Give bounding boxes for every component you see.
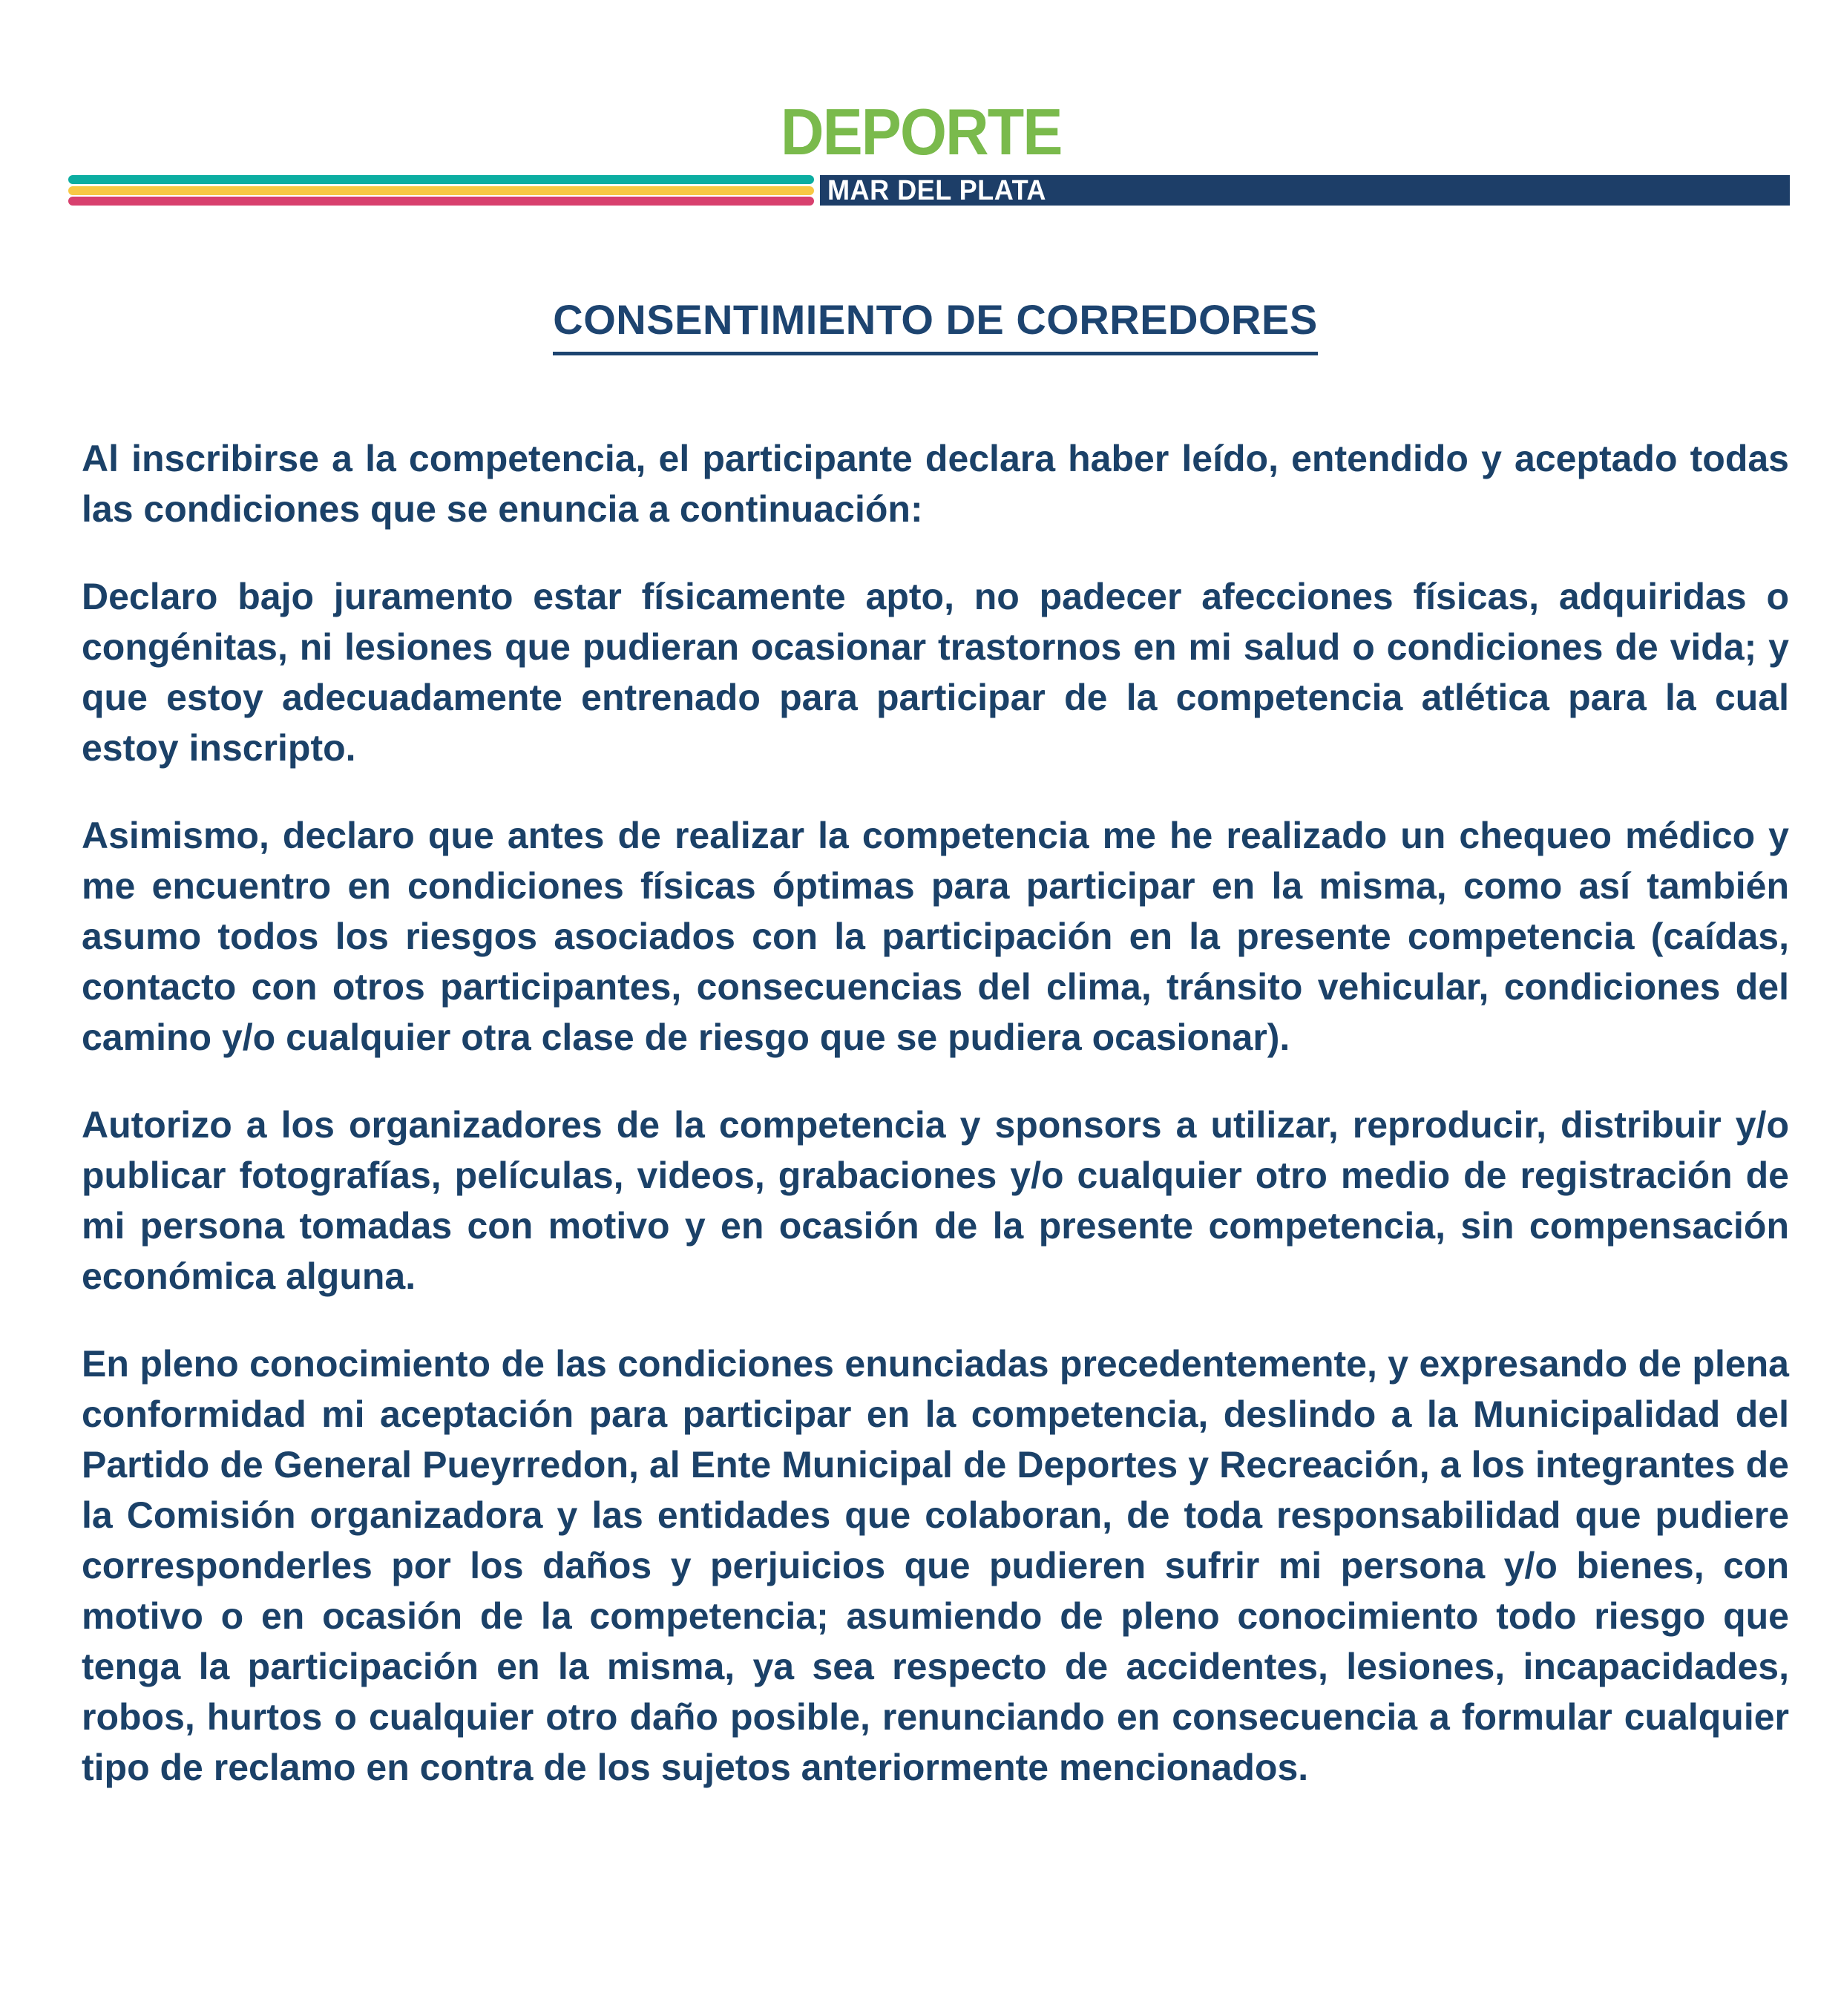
paragraph-media-authorization: Autorizo a los organizadores de la competencia y sponsors a utilizar, reproducir, distribuir y/o publicar fotografías, películas, videos, grabaciones y/o cualquier otro medio de registración de mi persona tomadas con motivo y en ocasión de la presente competencia, sin compensación económica alguna. bbox=[82, 1104, 1789, 1297]
stripe-teal bbox=[68, 175, 814, 184]
logo-subtitle: MAR DEL PLATA bbox=[827, 174, 1046, 206]
consent-text-body bbox=[82, 433, 1789, 1793]
logo-navy-bar bbox=[820, 175, 1790, 206]
stripe-yellow bbox=[68, 186, 814, 195]
logo-stripes bbox=[68, 175, 814, 206]
paragraph-medical-check-risks: Asimismo, declaro que antes de realizar la competencia me he realizado un chequeo médico y me encuentro en condiciones físicas óptimas para participar en la misma, como así también asumo todos los riesgos asociados con la participación en la presente competencia (caídas, contacto con otros participantes, consecuencias del clima, tránsito vehicular, condiciones del camino y/o cualquier otra clase de riesgo que se pudiera ocasionar). bbox=[82, 815, 1789, 1058]
paragraph-fitness-declaration: Declaro bajo juramento estar físicamente apto, no padecer afecciones físicas, adquiridas o congénitas, ni lesiones que pudieran ocasionar trastornos en mi salud o condiciones de vida; y que estoy adecuadamente entrenado para participar de la competencia atlética para la cual estoy inscripto. bbox=[82, 576, 1789, 769]
paragraph-liability-waiver: En pleno conocimiento de las condiciones enunciadas precedentemente, y expresando de plena conformidad mi aceptación para participar en la competencia, deslindo a la Municipalidad del Partido de General Pueyrredon, al Ente Municipal de Deportes y Recreación, a los integrantes de la Comisión organizadora y las entidades que colaboran, de toda responsabilidad que pudiere corresponderles por los daños y perjuicios que pudieren sufrir mi persona y/o bienes, con motivo o en ocasión de la competencia; asumiendo de pleno conocimiento todo riesgo que tenga la participación en la misma, ya sea respecto de accidentes, lesiones, incapacidades, robos, hurtos o cualquier otro daño posible, renunciando en consecuencia a formular cualquier tipo de reclamo en contra de los sujetos anteriormente mencionados. bbox=[82, 1343, 1789, 1788]
header-logo bbox=[0, 0, 1841, 223]
title-section bbox=[82, 295, 1789, 355]
paragraph-intro: Al inscribirse a la competencia, el participante declara haber leído, entendido y aceptado todas las condiciones que se enuncia a continuación: bbox=[82, 438, 1789, 530]
page-title: CONSENTIMIENTO DE CORREDORES bbox=[553, 295, 1317, 355]
stripe-pink bbox=[68, 197, 814, 206]
logo-deporte-wordmark: DEPORTE bbox=[781, 95, 1062, 168]
